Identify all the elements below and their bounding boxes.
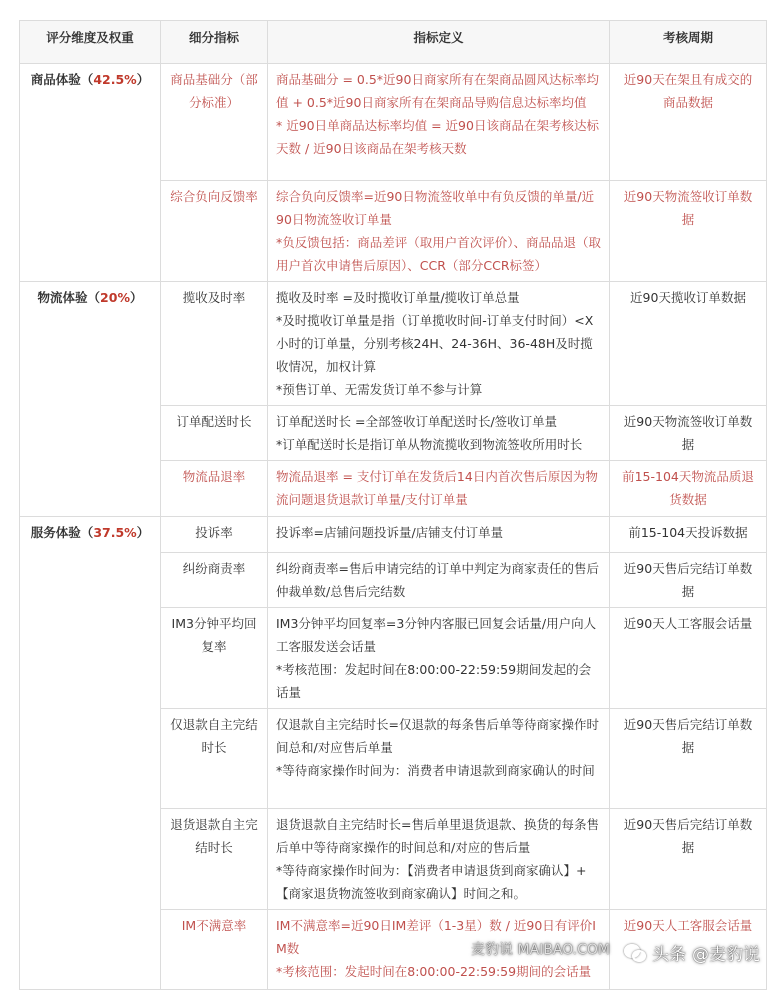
metric-cell: 纠纷商责率 [161,553,268,608]
watermark-author: @麦豹说 [692,945,760,965]
definition-cell: IM3分钟平均回复率=3分钟内客服已回复会话量/用户向人工客服发送会话量 *考核范围：发起时间在8:00:00-22:59:59期间发起的会话量 [268,608,610,709]
definition-cell: 物流品退率 = 支付订单在发货后14日内首次售后原因为物流问题退货退款订单量/支付订单量 [268,461,610,517]
metric-cell: 订单配送时长 [161,406,268,461]
table-row [20,517,767,553]
header-cycle: 考核周期 [610,21,767,64]
metric-cell: IM不满意率 [161,910,268,990]
cycle-cell: 前15-104天投诉数据 [610,517,767,553]
definition-cell: 揽收及时率 =及时揽收订单量/揽收订单总量 *及时揽收订单量是指（订单揽收时间-订单支付时间）<X小时的订单量，分别考核24H、24-36H、36-48H及时揽收情况，加权计算 *预售订单、无需发货订单不参与计算 [268,282,610,406]
watermark [471,940,760,965]
definition-cell: 投诉率=店铺问题投诉量/店铺支付订单量 [268,517,610,553]
dimension-product: 商品体验（42.5%） [20,64,161,282]
table-row [20,282,767,406]
definition-cell: 订单配送时长 =全部签收订单配送时长/签收订单量 *订单配送时长是指订单从物流揽收到物流签收所用时长 [268,406,610,461]
definition-cell: 退货退款自主完结时长=售后单里退货退款、换货的每条售后单中等待商家操作的时间总和/对应的售后量 *等待商家操作时间为：【消费者申请退货到商家确认】+【商家退货物流签收到商家确认】时间之和。 [268,809,610,910]
header-dimension: 评分维度及权重 [20,21,161,64]
definition-cell: 纠纷商责率=售后申请完结的订单中判定为商家责任的售后仲裁单数/总售后完结数 [268,553,610,608]
metric-cell: 退货退款自主完结时长 [161,809,268,910]
metric-cell: 商品基础分（部分标准） [161,64,268,181]
metric-cell: 揽收及时率 [161,282,268,406]
header-definition: 指标定义 [268,21,610,64]
definition-cell: 综合负向反馈率=近90日物流签收单中有负反馈的单量/近90日物流签收订单量 *负反馈包括：商品差评（取用户首次评价）、商品品退（取用户首次申请售后原因）、CCR（部分CCR标签） [268,181,610,282]
cycle-cell: 近90天在架且有成交的商品数据 [610,64,767,181]
dimension-logistics: 物流体验（20%） [20,282,161,517]
cycle-cell: 近90天人工客服会话量 [610,608,767,709]
header-row [20,21,767,64]
metric-cell: 投诉率 [161,517,268,553]
cycle-cell: 近90天售后完结订单数据 [610,709,767,809]
score-table [19,20,767,990]
header-metric: 细分指标 [161,21,268,64]
watermark-ghost-text: 麦豹说 MAIBAO.COM [471,942,610,958]
cycle-cell: 前15-104天物流品质退货数据 [610,461,767,517]
metric-cell: 物流品退率 [161,461,268,517]
cycle-cell: 近90天售后完结订单数据 [610,809,767,910]
cycle-cell: 近90天物流签收订单数据 [610,181,767,282]
watermark-source: 头条 [652,945,686,965]
metric-cell: IM3分钟平均回复率 [161,608,268,709]
cycle-cell: 近90天人工客服会话量 [610,910,767,990]
wechat-icon [624,944,646,962]
cycle-cell: 近90天揽收订单数据 [610,282,767,406]
metric-cell: 综合负向反馈率 [161,181,268,282]
definition-cell: IM不满意率=近90日IM差评（1-3星）数 / 近90日有评价IM数 *考核范围：发起时间在8:00:00-22:59:59期间的会话量 [268,910,610,990]
cycle-cell: 近90天售后完结订单数据 [610,553,767,608]
table-row [20,64,767,181]
dimension-service: 服务体验（37.5%） [20,517,161,990]
metric-cell: 仅退款自主完结时长 [161,709,268,809]
cycle-cell: 近90天物流签收订单数据 [610,406,767,461]
definition-cell: 仅退款自主完结时长=仅退款的每条售后单等待商家操作时间总和/对应售后单量 *等待商家操作时间为：消费者申请退款到商家确认的时间 [268,709,610,809]
definition-cell: 商品基础分 = 0.5*近90日商家所有在架商品圆风达标率均值 + 0.5*近90日商家所有在架商品导购信息达标率均值 * 近90日单商品达标率均值 = 近90日该商品在架考核达标天数 / 近90日该商品在架考核天数 [268,64,610,181]
